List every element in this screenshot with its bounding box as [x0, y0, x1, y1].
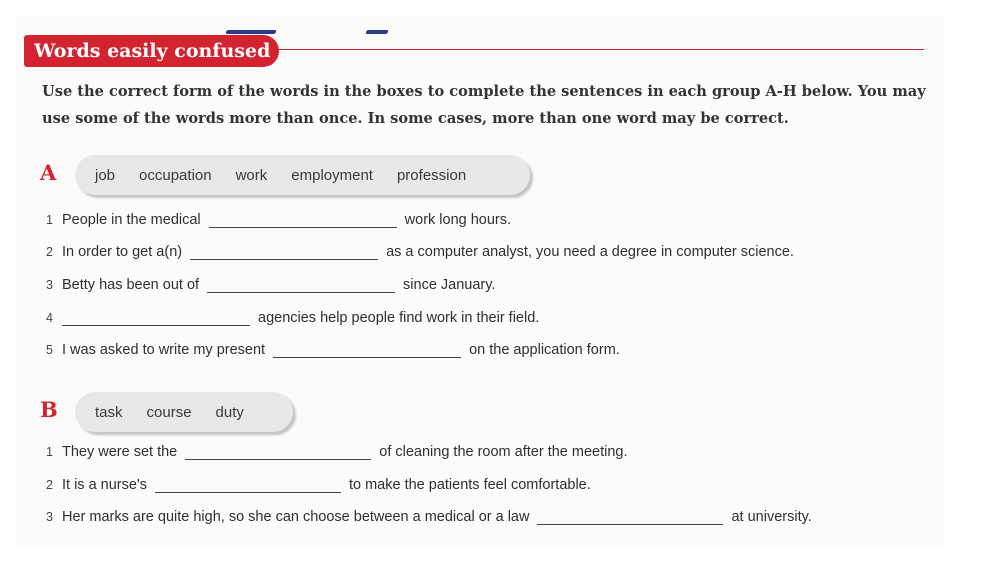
answer-blank[interactable] [537, 510, 723, 525]
word-option: employment [291, 166, 373, 184]
word-option: occupation [139, 166, 212, 184]
answer-blank[interactable] [207, 278, 395, 293]
section-title: Words easily confused [24, 35, 279, 67]
sentence-a3: 3 Betty has been out of since January. [46, 277, 496, 293]
sentence-a5: 5 I was asked to write my present on the application form. [46, 342, 620, 358]
sentence-b1: 1 They were set the of cleaning the room after the meeting. [46, 444, 628, 460]
answer-blank[interactable] [185, 445, 371, 460]
sentence-b3: 3 Her marks are quite high, so she can choose between a medical or a law at university. [46, 509, 812, 525]
answer-blank[interactable] [62, 311, 250, 326]
answer-blank[interactable] [155, 478, 341, 493]
answer-blank[interactable] [190, 245, 378, 260]
word-box-b [75, 392, 293, 432]
word-option: profession [396, 166, 467, 184]
word-option: task [95, 403, 123, 421]
decorative-mark [365, 30, 388, 34]
section-letter-b: B [40, 397, 58, 422]
answer-blank[interactable] [209, 213, 397, 228]
decorative-mark [225, 30, 276, 34]
sentence-a4: 4 agencies help people find work in their field. [46, 310, 540, 326]
word-option: course [146, 403, 192, 421]
sentence-a2: 2 In order to get a(n) as a computer analyst, you need a degree in computer science. [46, 244, 794, 260]
word-option: work [235, 166, 268, 184]
sentence-b2: 2 It is a nurse's to make the patients feel comfortable. [46, 477, 591, 493]
instructions-text: Use the correct form of the words in the boxes to complete the sentences in each group A-H below. You may use some of the words more than once. In some cases, more than one word may be correct. [42, 83, 926, 127]
section-letter-a: A [40, 160, 57, 185]
sentence-a1: 1 People in the medical work long hours. [46, 212, 512, 228]
word-option: duty [215, 403, 244, 421]
word-option: job [95, 166, 116, 184]
word-box-a [75, 155, 530, 195]
answer-blank[interactable] [273, 343, 461, 358]
